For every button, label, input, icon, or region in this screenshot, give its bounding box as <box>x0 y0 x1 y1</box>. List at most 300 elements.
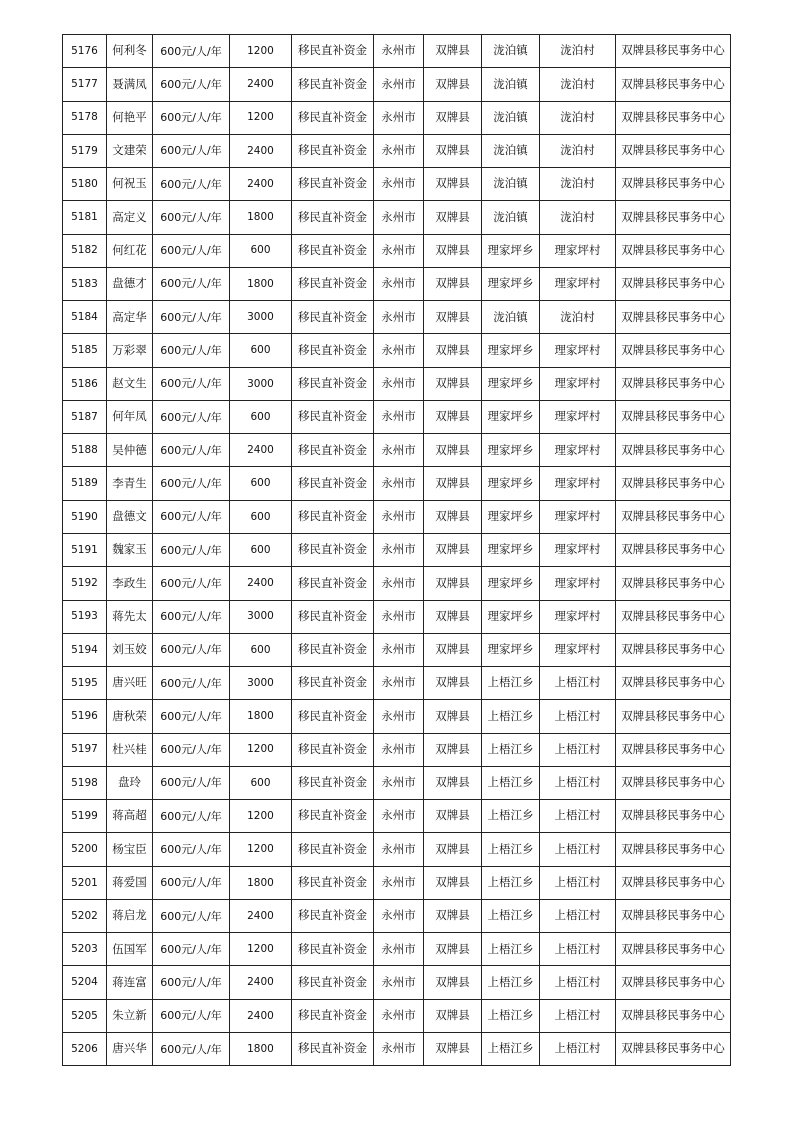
amount-cell: 2400 <box>230 966 292 999</box>
village-cell: 理家坪村 <box>540 434 616 467</box>
county-cell: 双牌县 <box>424 134 482 167</box>
serial-number-cell: 5182 <box>63 234 107 267</box>
serial-number-cell: 5194 <box>63 633 107 666</box>
village-cell: 泷泊村 <box>540 35 616 68</box>
village-cell: 上梧江村 <box>540 766 616 799</box>
fund-type-cell: 移民直补资金 <box>292 400 374 433</box>
table-row <box>63 600 731 633</box>
amount-cell: 2400 <box>230 899 292 932</box>
issuing-unit-cell: 双牌县移民事务中心 <box>616 999 731 1032</box>
serial-number-cell: 5203 <box>63 933 107 966</box>
name-cell: 何艳平 <box>107 101 153 134</box>
town-cell: 上梧江乡 <box>482 700 540 733</box>
county-cell: 双牌县 <box>424 234 482 267</box>
subsidy-standard-cell: 600元/人/年 <box>153 733 230 766</box>
county-cell: 双牌县 <box>424 400 482 433</box>
town-cell: 泷泊镇 <box>482 101 540 134</box>
serial-number-cell: 5205 <box>63 999 107 1032</box>
county-cell: 双牌县 <box>424 301 482 334</box>
table-row <box>63 733 731 766</box>
city-cell: 永州市 <box>374 500 424 533</box>
name-cell: 李青生 <box>107 467 153 500</box>
name-cell: 盘德才 <box>107 267 153 300</box>
county-cell: 双牌县 <box>424 35 482 68</box>
city-cell: 永州市 <box>374 367 424 400</box>
city-cell: 永州市 <box>374 600 424 633</box>
subsidy-standard-cell: 600元/人/年 <box>153 467 230 500</box>
name-cell: 蒋高超 <box>107 800 153 833</box>
town-cell: 上梧江乡 <box>482 866 540 899</box>
fund-type-cell: 移民直补资金 <box>292 301 374 334</box>
city-cell: 永州市 <box>374 766 424 799</box>
serial-number-cell: 5200 <box>63 833 107 866</box>
fund-type-cell: 移民直补资金 <box>292 234 374 267</box>
amount-cell: 1200 <box>230 35 292 68</box>
issuing-unit-cell: 双牌县移民事务中心 <box>616 234 731 267</box>
village-cell: 理家坪村 <box>540 467 616 500</box>
name-cell: 高定华 <box>107 301 153 334</box>
table-row <box>63 533 731 566</box>
name-cell: 唐兴旺 <box>107 667 153 700</box>
amount-cell: 600 <box>230 533 292 566</box>
amount-cell: 600 <box>230 467 292 500</box>
table-row <box>63 800 731 833</box>
county-cell: 双牌县 <box>424 367 482 400</box>
name-cell: 盘德文 <box>107 500 153 533</box>
fund-type-cell: 移民直补资金 <box>292 35 374 68</box>
issuing-unit-cell: 双牌县移民事务中心 <box>616 301 731 334</box>
county-cell: 双牌县 <box>424 1032 482 1065</box>
city-cell: 永州市 <box>374 134 424 167</box>
town-cell: 理家坪乡 <box>482 533 540 566</box>
county-cell: 双牌县 <box>424 700 482 733</box>
village-cell: 上梧江村 <box>540 999 616 1032</box>
amount-cell: 600 <box>230 766 292 799</box>
village-cell: 泷泊村 <box>540 301 616 334</box>
town-cell: 理家坪乡 <box>482 467 540 500</box>
subsidy-table <box>62 34 731 1066</box>
table-row <box>63 134 731 167</box>
table-row <box>63 68 731 101</box>
serial-number-cell: 5197 <box>63 733 107 766</box>
county-cell: 双牌县 <box>424 201 482 234</box>
table-row <box>63 267 731 300</box>
name-cell: 唐兴华 <box>107 1032 153 1065</box>
issuing-unit-cell: 双牌县移民事务中心 <box>616 267 731 300</box>
table-row <box>63 301 731 334</box>
table-row <box>63 667 731 700</box>
fund-type-cell: 移民直补资金 <box>292 966 374 999</box>
amount-cell: 600 <box>230 334 292 367</box>
county-cell: 双牌县 <box>424 766 482 799</box>
amount-cell: 2400 <box>230 567 292 600</box>
town-cell: 上梧江乡 <box>482 733 540 766</box>
town-cell: 理家坪乡 <box>482 434 540 467</box>
city-cell: 永州市 <box>374 68 424 101</box>
village-cell: 上梧江村 <box>540 966 616 999</box>
city-cell: 永州市 <box>374 168 424 201</box>
name-cell: 魏家玉 <box>107 533 153 566</box>
issuing-unit-cell: 双牌县移民事务中心 <box>616 434 731 467</box>
table-row <box>63 35 731 68</box>
village-cell: 理家坪村 <box>540 334 616 367</box>
village-cell: 上梧江村 <box>540 700 616 733</box>
subsidy-standard-cell: 600元/人/年 <box>153 533 230 566</box>
city-cell: 永州市 <box>374 234 424 267</box>
subsidy-standard-cell: 600元/人/年 <box>153 567 230 600</box>
subsidy-standard-cell: 600元/人/年 <box>153 201 230 234</box>
subsidy-standard-cell: 600元/人/年 <box>153 500 230 533</box>
name-cell: 何红花 <box>107 234 153 267</box>
name-cell: 高定义 <box>107 201 153 234</box>
serial-number-cell: 5199 <box>63 800 107 833</box>
city-cell: 永州市 <box>374 567 424 600</box>
subsidy-standard-cell: 600元/人/年 <box>153 334 230 367</box>
amount-cell: 1200 <box>230 933 292 966</box>
amount-cell: 1200 <box>230 101 292 134</box>
fund-type-cell: 移民直补资金 <box>292 500 374 533</box>
city-cell: 永州市 <box>374 899 424 932</box>
issuing-unit-cell: 双牌县移民事务中心 <box>616 367 731 400</box>
table-row <box>63 700 731 733</box>
issuing-unit-cell: 双牌县移民事务中心 <box>616 600 731 633</box>
county-cell: 双牌县 <box>424 434 482 467</box>
county-cell: 双牌县 <box>424 933 482 966</box>
county-cell: 双牌县 <box>424 500 482 533</box>
subsidy-standard-cell: 600元/人/年 <box>153 68 230 101</box>
subsidy-standard-cell: 600元/人/年 <box>153 866 230 899</box>
table-row <box>63 833 731 866</box>
issuing-unit-cell: 双牌县移民事务中心 <box>616 533 731 566</box>
amount-cell: 3000 <box>230 600 292 633</box>
fund-type-cell: 移民直补资金 <box>292 334 374 367</box>
serial-number-cell: 5191 <box>63 533 107 566</box>
fund-type-cell: 移民直补资金 <box>292 134 374 167</box>
village-cell: 上梧江村 <box>540 733 616 766</box>
subsidy-standard-cell: 600元/人/年 <box>153 168 230 201</box>
fund-type-cell: 移民直补资金 <box>292 68 374 101</box>
subsidy-standard-cell: 600元/人/年 <box>153 966 230 999</box>
table-row <box>63 567 731 600</box>
county-cell: 双牌县 <box>424 168 482 201</box>
county-cell: 双牌县 <box>424 600 482 633</box>
issuing-unit-cell: 双牌县移民事务中心 <box>616 899 731 932</box>
amount-cell: 600 <box>230 633 292 666</box>
table-row <box>63 101 731 134</box>
name-cell: 唐秋荣 <box>107 700 153 733</box>
name-cell: 赵文生 <box>107 367 153 400</box>
county-cell: 双牌县 <box>424 467 482 500</box>
amount-cell: 1200 <box>230 833 292 866</box>
amount-cell: 1800 <box>230 866 292 899</box>
subsidy-standard-cell: 600元/人/年 <box>153 899 230 932</box>
name-cell: 朱立新 <box>107 999 153 1032</box>
serial-number-cell: 5206 <box>63 1032 107 1065</box>
village-cell: 泷泊村 <box>540 168 616 201</box>
serial-number-cell: 5176 <box>63 35 107 68</box>
village-cell: 理家坪村 <box>540 367 616 400</box>
serial-number-cell: 5190 <box>63 500 107 533</box>
village-cell: 泷泊村 <box>540 101 616 134</box>
fund-type-cell: 移民直补资金 <box>292 899 374 932</box>
issuing-unit-cell: 双牌县移民事务中心 <box>616 201 731 234</box>
name-cell: 蒋启龙 <box>107 899 153 932</box>
town-cell: 上梧江乡 <box>482 766 540 799</box>
serial-number-cell: 5192 <box>63 567 107 600</box>
county-cell: 双牌县 <box>424 68 482 101</box>
town-cell: 泷泊镇 <box>482 35 540 68</box>
fund-type-cell: 移民直补资金 <box>292 833 374 866</box>
village-cell: 泷泊村 <box>540 201 616 234</box>
village-cell: 泷泊村 <box>540 134 616 167</box>
fund-type-cell: 移民直补资金 <box>292 933 374 966</box>
serial-number-cell: 5186 <box>63 367 107 400</box>
town-cell: 理家坪乡 <box>482 234 540 267</box>
serial-number-cell: 5196 <box>63 700 107 733</box>
town-cell: 上梧江乡 <box>482 966 540 999</box>
village-cell: 理家坪村 <box>540 533 616 566</box>
town-cell: 上梧江乡 <box>482 933 540 966</box>
city-cell: 永州市 <box>374 101 424 134</box>
town-cell: 泷泊镇 <box>482 201 540 234</box>
issuing-unit-cell: 双牌县移民事务中心 <box>616 134 731 167</box>
city-cell: 永州市 <box>374 633 424 666</box>
amount-cell: 1800 <box>230 700 292 733</box>
issuing-unit-cell: 双牌县移民事务中心 <box>616 933 731 966</box>
serial-number-cell: 5179 <box>63 134 107 167</box>
fund-type-cell: 移民直补资金 <box>292 866 374 899</box>
subsidy-standard-cell: 600元/人/年 <box>153 999 230 1032</box>
name-cell: 伍国军 <box>107 933 153 966</box>
county-cell: 双牌县 <box>424 800 482 833</box>
amount-cell: 3000 <box>230 667 292 700</box>
serial-number-cell: 5184 <box>63 301 107 334</box>
village-cell: 上梧江村 <box>540 833 616 866</box>
town-cell: 泷泊镇 <box>482 301 540 334</box>
subsidy-standard-cell: 600元/人/年 <box>153 933 230 966</box>
amount-cell: 600 <box>230 400 292 433</box>
county-cell: 双牌县 <box>424 866 482 899</box>
fund-type-cell: 移民直补资金 <box>292 600 374 633</box>
subsidy-standard-cell: 600元/人/年 <box>153 301 230 334</box>
city-cell: 永州市 <box>374 933 424 966</box>
serial-number-cell: 5180 <box>63 168 107 201</box>
table-row <box>63 966 731 999</box>
issuing-unit-cell: 双牌县移民事务中心 <box>616 667 731 700</box>
town-cell: 上梧江乡 <box>482 999 540 1032</box>
amount-cell: 2400 <box>230 168 292 201</box>
issuing-unit-cell: 双牌县移民事务中心 <box>616 467 731 500</box>
name-cell: 文建荣 <box>107 134 153 167</box>
amount-cell: 600 <box>230 500 292 533</box>
serial-number-cell: 5178 <box>63 101 107 134</box>
table-row <box>63 899 731 932</box>
amount-cell: 1800 <box>230 201 292 234</box>
amount-cell: 2400 <box>230 134 292 167</box>
city-cell: 永州市 <box>374 334 424 367</box>
county-cell: 双牌县 <box>424 899 482 932</box>
fund-type-cell: 移民直补资金 <box>292 633 374 666</box>
subsidy-standard-cell: 600元/人/年 <box>153 434 230 467</box>
city-cell: 永州市 <box>374 999 424 1032</box>
serial-number-cell: 5202 <box>63 899 107 932</box>
fund-type-cell: 移民直补资金 <box>292 434 374 467</box>
city-cell: 永州市 <box>374 400 424 433</box>
table-row <box>63 467 731 500</box>
serial-number-cell: 5177 <box>63 68 107 101</box>
subsidy-standard-cell: 600元/人/年 <box>153 1032 230 1065</box>
table-row <box>63 334 731 367</box>
amount-cell: 3000 <box>230 301 292 334</box>
subsidy-standard-cell: 600元/人/年 <box>153 400 230 433</box>
amount-cell: 1800 <box>230 1032 292 1065</box>
fund-type-cell: 移民直补资金 <box>292 999 374 1032</box>
amount-cell: 1200 <box>230 800 292 833</box>
county-cell: 双牌县 <box>424 267 482 300</box>
city-cell: 永州市 <box>374 201 424 234</box>
county-cell: 双牌县 <box>424 334 482 367</box>
issuing-unit-cell: 双牌县移民事务中心 <box>616 866 731 899</box>
city-cell: 永州市 <box>374 533 424 566</box>
subsidy-standard-cell: 600元/人/年 <box>153 234 230 267</box>
village-cell: 理家坪村 <box>540 567 616 600</box>
issuing-unit-cell: 双牌县移民事务中心 <box>616 733 731 766</box>
table-row <box>63 168 731 201</box>
city-cell: 永州市 <box>374 966 424 999</box>
city-cell: 永州市 <box>374 667 424 700</box>
name-cell: 聂满凤 <box>107 68 153 101</box>
town-cell: 上梧江乡 <box>482 800 540 833</box>
amount-cell: 1200 <box>230 733 292 766</box>
name-cell: 何年凤 <box>107 400 153 433</box>
issuing-unit-cell: 双牌县移民事务中心 <box>616 68 731 101</box>
fund-type-cell: 移民直补资金 <box>292 1032 374 1065</box>
town-cell: 理家坪乡 <box>482 400 540 433</box>
village-cell: 理家坪村 <box>540 267 616 300</box>
amount-cell: 3000 <box>230 367 292 400</box>
city-cell: 永州市 <box>374 733 424 766</box>
city-cell: 永州市 <box>374 800 424 833</box>
name-cell: 蒋先太 <box>107 600 153 633</box>
table-row <box>63 999 731 1032</box>
county-cell: 双牌县 <box>424 667 482 700</box>
town-cell: 理家坪乡 <box>482 334 540 367</box>
issuing-unit-cell: 双牌县移民事务中心 <box>616 500 731 533</box>
table-row <box>63 866 731 899</box>
serial-number-cell: 5189 <box>63 467 107 500</box>
town-cell: 上梧江乡 <box>482 833 540 866</box>
amount-cell: 600 <box>230 234 292 267</box>
fund-type-cell: 移民直补资金 <box>292 667 374 700</box>
subsidy-standard-cell: 600元/人/年 <box>153 134 230 167</box>
subsidy-standard-cell: 600元/人/年 <box>153 600 230 633</box>
village-cell: 上梧江村 <box>540 899 616 932</box>
village-cell: 上梧江村 <box>540 933 616 966</box>
county-cell: 双牌县 <box>424 999 482 1032</box>
subsidy-standard-cell: 600元/人/年 <box>153 700 230 733</box>
issuing-unit-cell: 双牌县移民事务中心 <box>616 700 731 733</box>
subsidy-standard-cell: 600元/人/年 <box>153 833 230 866</box>
serial-number-cell: 5181 <box>63 201 107 234</box>
county-cell: 双牌县 <box>424 101 482 134</box>
county-cell: 双牌县 <box>424 833 482 866</box>
town-cell: 上梧江乡 <box>482 667 540 700</box>
name-cell: 何祝玉 <box>107 168 153 201</box>
town-cell: 理家坪乡 <box>482 600 540 633</box>
subsidy-standard-cell: 600元/人/年 <box>153 766 230 799</box>
city-cell: 永州市 <box>374 467 424 500</box>
issuing-unit-cell: 双牌县移民事务中心 <box>616 1032 731 1065</box>
serial-number-cell: 5187 <box>63 400 107 433</box>
town-cell: 上梧江乡 <box>482 1032 540 1065</box>
city-cell: 永州市 <box>374 1032 424 1065</box>
serial-number-cell: 5201 <box>63 866 107 899</box>
county-cell: 双牌县 <box>424 533 482 566</box>
name-cell: 何利冬 <box>107 35 153 68</box>
fund-type-cell: 移民直补资金 <box>292 567 374 600</box>
issuing-unit-cell: 双牌县移民事务中心 <box>616 334 731 367</box>
county-cell: 双牌县 <box>424 733 482 766</box>
town-cell: 泷泊镇 <box>482 168 540 201</box>
issuing-unit-cell: 双牌县移民事务中心 <box>616 833 731 866</box>
issuing-unit-cell: 双牌县移民事务中心 <box>616 800 731 833</box>
table-row <box>63 633 731 666</box>
city-cell: 永州市 <box>374 434 424 467</box>
city-cell: 永州市 <box>374 833 424 866</box>
village-cell: 泷泊村 <box>540 68 616 101</box>
fund-type-cell: 移民直补资金 <box>292 267 374 300</box>
town-cell: 理家坪乡 <box>482 367 540 400</box>
table-body <box>63 35 731 1066</box>
serial-number-cell: 5204 <box>63 966 107 999</box>
fund-type-cell: 移民直补资金 <box>292 800 374 833</box>
fund-type-cell: 移民直补资金 <box>292 201 374 234</box>
subsidy-standard-cell: 600元/人/年 <box>153 101 230 134</box>
fund-type-cell: 移民直补资金 <box>292 467 374 500</box>
fund-type-cell: 移民直补资金 <box>292 168 374 201</box>
village-cell: 上梧江村 <box>540 866 616 899</box>
table-row <box>63 766 731 799</box>
village-cell: 理家坪村 <box>540 234 616 267</box>
issuing-unit-cell: 双牌县移民事务中心 <box>616 766 731 799</box>
name-cell: 万彩翠 <box>107 334 153 367</box>
fund-type-cell: 移民直补资金 <box>292 101 374 134</box>
village-cell: 上梧江村 <box>540 667 616 700</box>
serial-number-cell: 5198 <box>63 766 107 799</box>
village-cell: 理家坪村 <box>540 600 616 633</box>
table-row <box>63 201 731 234</box>
town-cell: 理家坪乡 <box>482 567 540 600</box>
amount-cell: 2400 <box>230 434 292 467</box>
city-cell: 永州市 <box>374 866 424 899</box>
name-cell: 杨宝臣 <box>107 833 153 866</box>
name-cell: 吴仲德 <box>107 434 153 467</box>
county-cell: 双牌县 <box>424 567 482 600</box>
issuing-unit-cell: 双牌县移民事务中心 <box>616 633 731 666</box>
fund-type-cell: 移民直补资金 <box>292 533 374 566</box>
fund-type-cell: 移民直补资金 <box>292 733 374 766</box>
amount-cell: 2400 <box>230 68 292 101</box>
table-row <box>63 400 731 433</box>
village-cell: 上梧江村 <box>540 1032 616 1065</box>
subsidy-standard-cell: 600元/人/年 <box>153 667 230 700</box>
subsidy-standard-cell: 600元/人/年 <box>153 267 230 300</box>
name-cell: 刘玉姣 <box>107 633 153 666</box>
name-cell: 李政生 <box>107 567 153 600</box>
subsidy-standard-cell: 600元/人/年 <box>153 367 230 400</box>
village-cell: 理家坪村 <box>540 500 616 533</box>
table-row <box>63 234 731 267</box>
